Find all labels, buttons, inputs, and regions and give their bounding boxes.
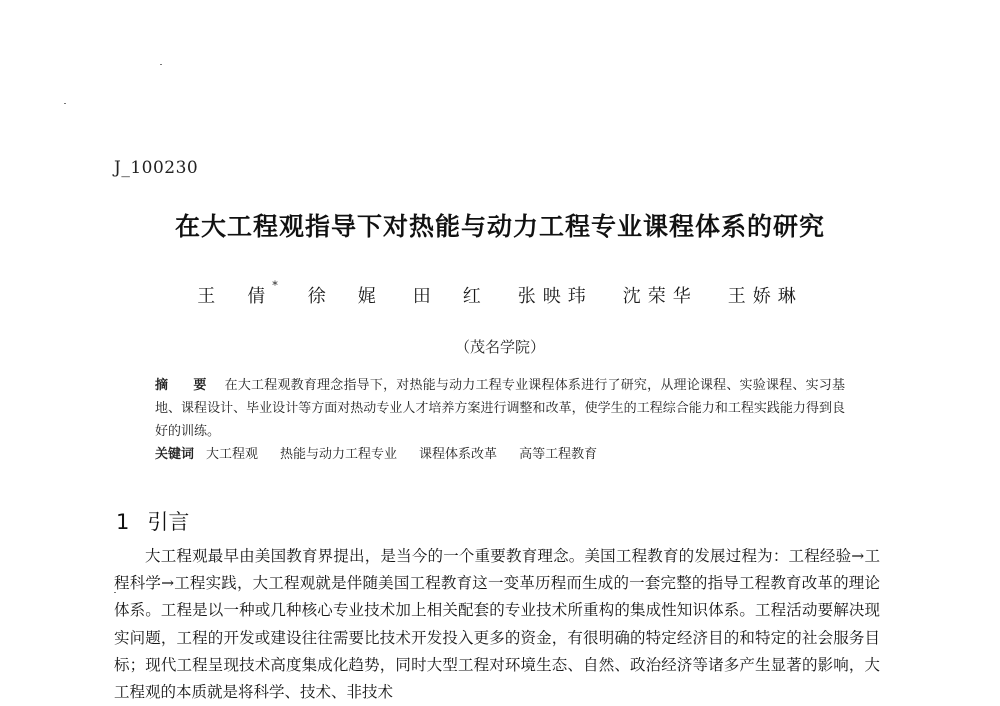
scan-speck (64, 103, 66, 104)
scan-speck (160, 64, 162, 65)
author-name (728, 282, 803, 308)
keyword: 高等工程教育 (519, 447, 598, 462)
author-name (197, 279, 278, 308)
keyword: 课程体系改革 (419, 447, 498, 462)
author-5-name: 沈荣华 (622, 286, 698, 307)
document-id: J_100230 (114, 158, 199, 178)
abstract-label: 摘 要 (155, 378, 213, 393)
body-paragraph: 大工程观最早由美国教育界提出，是当今的一个重要教育理念。美国工程教育的发展过程为：工程经验→工程科学→工程实践，大工程观就是伴随美国工程教育这一变革历程而生成的一套完整的指导工程教育改革的理论体系。工程是以一种或几种核心专业技术加上相关配套的专业技术所重构的集成性知识体系。工程活动要解决现实问题，工程的开发或建设往往需要比技术开发投入更多的资金，有很明确的特定经济目的和特定的社会服务目标；现代工程呈现技术高度集成化趋势，同时大型工程对环境生态、自然、政治经济等诸多产生显著的影响，大工程观的本质就是将科学、技术、非技术 (114, 547, 880, 702)
abstract (155, 374, 845, 443)
affiliation: （茂名学院） (454, 338, 545, 356)
author-name (413, 282, 488, 308)
section-title: 引言 (147, 510, 190, 534)
abstract-text: 在大工程观教育理念指导下，对热能与动力工程专业课程体系进行了研究，从理论课程、实验课程、实习基地、课程设计、毕业设计等方面对热动专业人才培养方案进行调整和改革，使学生的工程综合能力和工程实践能力得到良好的训练。 (155, 378, 845, 439)
author-4-name: 张映玮 (517, 286, 593, 307)
keywords-label: 关键词 (155, 447, 195, 462)
author-1-name: 王 倩 (197, 286, 273, 307)
keywords (155, 443, 845, 466)
corresponding-author-mark: * (272, 279, 278, 292)
keyword: 热能与动力工程专业 (280, 447, 398, 462)
author-6-name: 王娇琳 (727, 286, 803, 307)
keyword: 大工程观 (206, 447, 259, 462)
paper-title: 在大工程观指导下对热能与动力工程专业课程体系的研究 (174, 212, 825, 241)
author-name (308, 282, 383, 308)
section-number: 1 (116, 510, 130, 534)
author-name (623, 282, 698, 308)
author-2-name: 徐 娓 (307, 286, 383, 307)
author-name (518, 282, 593, 308)
author-list (0, 279, 1000, 308)
section-heading (116, 506, 189, 536)
author-3-name: 田 红 (412, 286, 488, 307)
